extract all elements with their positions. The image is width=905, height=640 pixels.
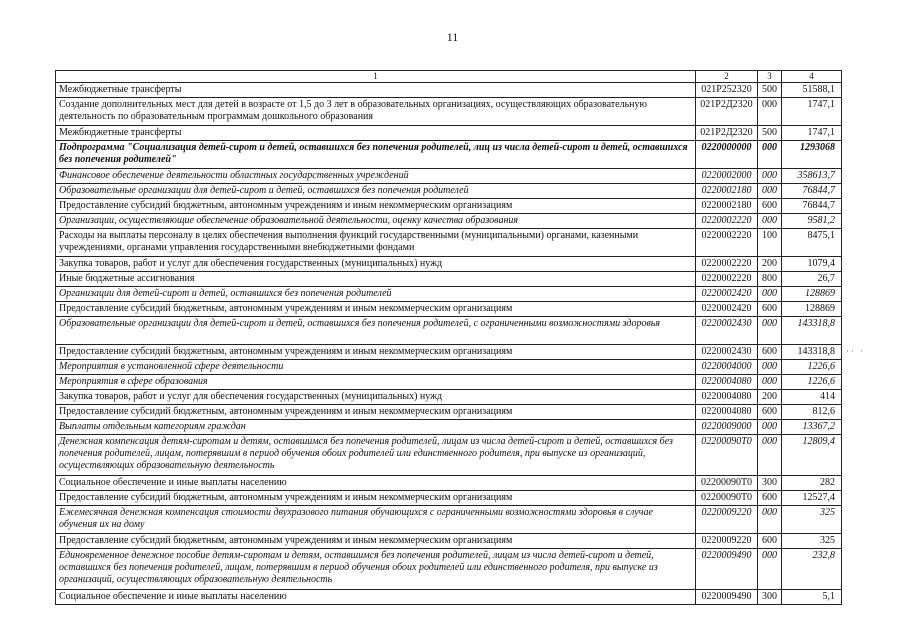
budget-table	[55, 70, 842, 605]
row-name-cell: Образовательные организации для детей-сирот и детей, оставшихся без попечения родителей, с ограниченными возможностями здоровья	[56, 317, 696, 345]
table-row	[56, 126, 842, 141]
row-name-cell: Мероприятия в сфере образования	[56, 375, 696, 390]
row-vid-cell: 000	[758, 375, 782, 390]
row-name-cell: Финансовое обеспечение деятельности областных государственных учреждений	[56, 169, 696, 184]
table-row	[56, 214, 842, 229]
row-vid-cell: 000	[758, 214, 782, 229]
row-name-cell: Выплаты отдельным категориям граждан	[56, 420, 696, 435]
row-name-cell: Предоставление субсидий бюджетным, автономным учреждениям и иным некоммерческим организациям	[56, 405, 696, 420]
header-col-vid: 3	[758, 71, 782, 83]
row-code-cell: 0220002220	[696, 272, 758, 287]
table-row	[56, 435, 842, 476]
row-code-cell: 021P2Д2320	[696, 98, 758, 126]
row-sum-cell: 26,7	[782, 272, 842, 287]
row-code-cell: 0220009220	[696, 534, 758, 549]
row-vid-cell: 500	[758, 83, 782, 98]
row-vid-cell: 600	[758, 345, 782, 360]
row-sum-cell: 8475,1	[782, 229, 842, 257]
row-sum-cell: 5,1	[782, 590, 842, 605]
row-code-cell: 0220000000	[696, 141, 758, 169]
table-row	[56, 534, 842, 549]
row-vid-cell: 800	[758, 272, 782, 287]
row-sum-cell: 325	[782, 534, 842, 549]
row-code-cell: 0220002220	[696, 229, 758, 257]
row-sum-cell: 282	[782, 476, 842, 491]
row-code-cell: 0220002220	[696, 214, 758, 229]
row-name-cell: Социальное обеспечение и иные выплаты населению	[56, 476, 696, 491]
row-name-cell: Иные бюджетные ассигнования	[56, 272, 696, 287]
table-row	[56, 98, 842, 126]
table-row	[56, 549, 842, 590]
row-name-cell: Предоставление субсидий бюджетным, автономным учреждениям и иным некоммерческим организациям	[56, 302, 696, 317]
row-sum-cell: 76844,7	[782, 199, 842, 214]
row-vid-cell: 600	[758, 491, 782, 506]
row-code-cell: 0220002180	[696, 184, 758, 199]
row-sum-cell: 143318,8	[782, 345, 842, 360]
row-code-cell: 0220002420	[696, 302, 758, 317]
row-sum-cell: 1226,6	[782, 375, 842, 390]
table-row	[56, 375, 842, 390]
table-row	[56, 476, 842, 491]
table-row	[56, 360, 842, 375]
row-vid-cell: 600	[758, 405, 782, 420]
row-vid-cell: 000	[758, 317, 782, 345]
table-row	[56, 141, 842, 169]
row-code-cell: 0220002420	[696, 287, 758, 302]
row-sum-cell: 76844,7	[782, 184, 842, 199]
row-code-cell: 0220002430	[696, 317, 758, 345]
table-row	[56, 229, 842, 257]
table-row	[56, 590, 842, 605]
row-code-cell: 0220002180	[696, 199, 758, 214]
margin-marks: ·· ·	[846, 346, 866, 356]
table-row	[56, 506, 842, 534]
header-col-code: 2	[696, 71, 758, 83]
row-name-cell: Расходы на выплаты персоналу в целях обеспечения выполнения функций государственными (муниципальными) органами, казенными учреждениями, органами управления государственными внебюджетными фондами	[56, 229, 696, 257]
page-number: 11	[446, 30, 459, 44]
header-col-name: 1	[56, 71, 696, 83]
table-row	[56, 83, 842, 98]
row-name-cell: Единовременное денежное пособие детям-сиротам и детям, оставшимся без попечения родителей, лицам из числа детей-сирот и детей, оставшихся без попечения родителей, лицам, потерявшим в период обучения обоих родителей или единственного родителя, при выпуске из организаций, осуществляющих образовательную деятельность	[56, 549, 696, 590]
row-code-cell: 0220004000	[696, 360, 758, 375]
table-row	[56, 184, 842, 199]
row-code-cell: 0220002220	[696, 257, 758, 272]
row-name-cell: Социальное обеспечение и иные выплаты населению	[56, 590, 696, 605]
row-vid-cell: 600	[758, 302, 782, 317]
table-row	[56, 199, 842, 214]
table-row	[56, 405, 842, 420]
row-vid-cell: 600	[758, 199, 782, 214]
row-code-cell: 0220004080	[696, 375, 758, 390]
row-vid-cell: 000	[758, 98, 782, 126]
table-body	[56, 83, 842, 605]
row-name-cell: Подпрограмма "Социализация детей-сирот и детей, оставшихся без попечения родителей, лиц из числа детей-сирот и детей, оставшихся без попечения родителей"	[56, 141, 696, 169]
row-vid-cell: 000	[758, 287, 782, 302]
row-code-cell: 021P2Д2320	[696, 126, 758, 141]
row-sum-cell: 1747,1	[782, 98, 842, 126]
row-vid-cell: 000	[758, 549, 782, 590]
row-vid-cell: 200	[758, 257, 782, 272]
row-vid-cell: 000	[758, 506, 782, 534]
row-vid-cell: 000	[758, 141, 782, 169]
row-name-cell: Межбюджетные трансферты	[56, 83, 696, 98]
row-sum-cell: 1226,6	[782, 360, 842, 375]
row-name-cell: Мероприятия в установленной сфере деятельности	[56, 360, 696, 375]
table-row	[56, 420, 842, 435]
row-name-cell: Закупка товаров, работ и услуг для обеспечения государственных (муниципальных) нужд	[56, 390, 696, 405]
row-sum-cell: 1293068	[782, 141, 842, 169]
row-vid-cell: 000	[758, 169, 782, 184]
row-code-cell: 0220004080	[696, 390, 758, 405]
row-code-cell: 02200090Т0	[696, 435, 758, 476]
row-sum-cell: 1079,4	[782, 257, 842, 272]
row-sum-cell: 812,6	[782, 405, 842, 420]
row-name-cell: Организации, осуществляющие обеспечение образовательной деятельности, оценку качества образования	[56, 214, 696, 229]
row-code-cell: 02200090Т0	[696, 476, 758, 491]
row-name-cell: Межбюджетные трансферты	[56, 126, 696, 141]
header-col-sum: 4	[782, 71, 842, 83]
row-sum-cell: 414	[782, 390, 842, 405]
table-row	[56, 345, 842, 360]
row-name-cell: Ежемесячная денежная компенсация стоимости двухразового питания обучающихся с ограниченными возможностями здоровья в случае обучения их на дому	[56, 506, 696, 534]
row-name-cell: Образовательные организации для детей-сирот и детей, оставшихся без попечения родителей	[56, 184, 696, 199]
table-row	[56, 390, 842, 405]
row-vid-cell: 000	[758, 360, 782, 375]
row-code-cell: 0220004080	[696, 405, 758, 420]
table-header-row	[56, 71, 842, 83]
row-name-cell: Предоставление субсидий бюджетным, автономным учреждениям и иным некоммерческим организациям	[56, 345, 696, 360]
table-row	[56, 491, 842, 506]
table-row	[56, 302, 842, 317]
row-vid-cell: 100	[758, 229, 782, 257]
row-vid-cell: 000	[758, 184, 782, 199]
row-name-cell: Организации для детей-сирот и детей, оставшихся без попечения родителей	[56, 287, 696, 302]
row-code-cell: 0220009220	[696, 506, 758, 534]
table-row	[56, 287, 842, 302]
row-sum-cell: 13367,2	[782, 420, 842, 435]
row-name-cell: Создание дополнительных мест для детей в возрасте от 1,5 до 3 лет в образовательных организациях, осуществляющих образовательную деятельность по образовательным программам дошкольного образования	[56, 98, 696, 126]
row-sum-cell: 51588,1	[782, 83, 842, 98]
row-name-cell: Предоставление субсидий бюджетным, автономным учреждениям и иным некоммерческим организациям	[56, 199, 696, 214]
row-sum-cell: 128869	[782, 302, 842, 317]
row-code-cell: 02200090Т0	[696, 491, 758, 506]
row-sum-cell: 12527,4	[782, 491, 842, 506]
row-code-cell: 021P252320	[696, 83, 758, 98]
row-vid-cell: 000	[758, 420, 782, 435]
row-vid-cell: 300	[758, 590, 782, 605]
row-vid-cell: 200	[758, 390, 782, 405]
row-code-cell: 0220009490	[696, 590, 758, 605]
table-row	[56, 272, 842, 287]
row-code-cell: 0220002430	[696, 345, 758, 360]
row-sum-cell: 128869	[782, 287, 842, 302]
row-sum-cell: 12809,4	[782, 435, 842, 476]
row-code-cell: 0220009000	[696, 420, 758, 435]
row-code-cell: 0220009490	[696, 549, 758, 590]
row-sum-cell: 143318,8	[782, 317, 842, 345]
row-name-cell: Предоставление субсидий бюджетным, автономным учреждениям и иным некоммерческим организациям	[56, 534, 696, 549]
row-vid-cell: 000	[758, 435, 782, 476]
row-sum-cell: 1747,1	[782, 126, 842, 141]
row-name-cell: Предоставление субсидий бюджетным, автономным учреждениям и иным некоммерческим организациям	[56, 491, 696, 506]
row-name-cell: Закупка товаров, работ и услуг для обеспечения государственных (муниципальных) нужд	[56, 257, 696, 272]
row-vid-cell: 300	[758, 476, 782, 491]
row-vid-cell: 500	[758, 126, 782, 141]
row-code-cell: 0220002000	[696, 169, 758, 184]
row-sum-cell: 358613,7	[782, 169, 842, 184]
row-vid-cell: 600	[758, 534, 782, 549]
row-name-cell: Денежная компенсация детям-сиротам и детям, оставшимся без попечения родителей, лицам из числа детей-сирот и детей, оставшихся без попечения родителей, лицам, потерявшим в период обучения обоих родителей или единственного родителя, при выпуске из организаций, осуществляющих образовательную деятельность	[56, 435, 696, 476]
row-sum-cell: 9581,2	[782, 214, 842, 229]
table-row	[56, 317, 842, 345]
row-sum-cell: 232,8	[782, 549, 842, 590]
table-row	[56, 257, 842, 272]
row-sum-cell: 325	[782, 506, 842, 534]
table-row	[56, 169, 842, 184]
